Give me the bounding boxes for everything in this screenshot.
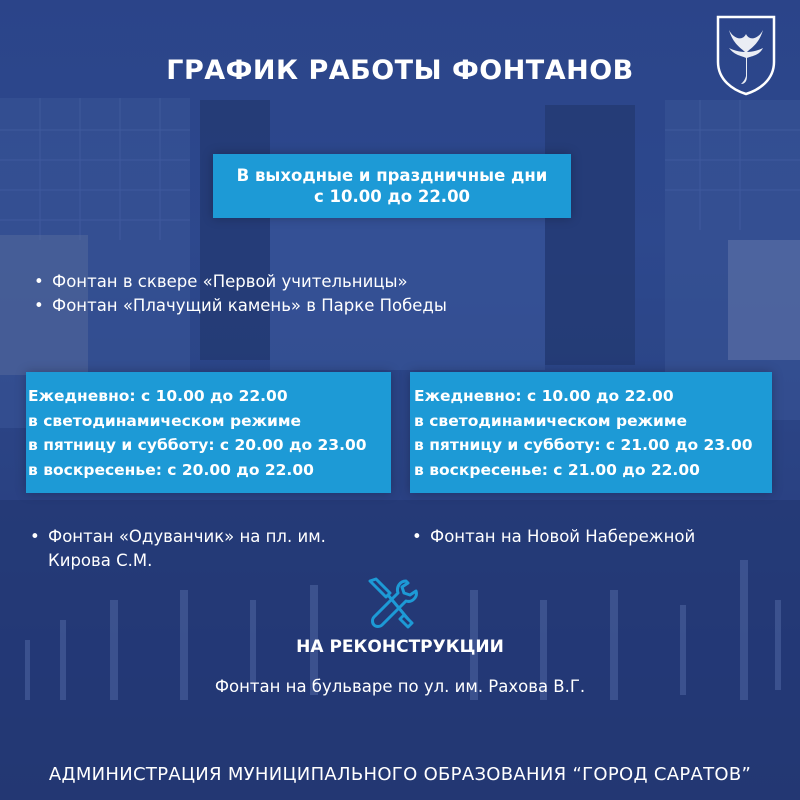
daily-schedule-box-left [26,372,391,493]
fountain-list-right [410,525,695,549]
list-item: • Фонтан на Новой Набережной [410,525,695,549]
reconstruction-title: НА РЕКОНСТРУКЦИИ [296,637,504,657]
fountain-list-left [28,525,388,573]
reconstruction-fountain: Фонтан на бульваре по ул. им. Рахова В.Г. [214,677,586,696]
schedule-line: в пятницу и субботу: с 20.00 до 23.00 [28,436,367,454]
list-item: • Фонтан «Плачущий камень» в Парке Победы [32,294,447,318]
schedule-line: в воскресенье: с 20.00 до 22.00 [28,460,314,479]
weekend-fountain-list [32,270,447,318]
schedule-line: в воскресенье: с 21.00 до 22.00 [414,460,700,479]
tools-icon [362,575,418,631]
list-item: • Фонтан «Одуванчик» на пл. им. Кирова С.М. [28,525,388,573]
saratov-emblem-icon [715,14,777,96]
page-title: ГРАФИК РАБОТЫ ФОНТАНОВ [166,55,634,86]
schedule-line: в светодинамическом режиме [28,411,302,430]
weekend-schedule-box [213,154,571,218]
weekend-schedule-hours: с 10.00 до 22.00 [313,187,471,206]
daily-schedule-box-right [410,372,772,493]
schedule-line: в пятницу и субботу: с 21.00 до 23.00 [414,436,753,454]
list-item: • Фонтан в сквере «Первой учительницы» [32,270,447,294]
schedule-line: Ежедневно: с 10.00 до 22.00 [28,387,288,405]
weekend-schedule-line: В выходные и праздничные дни [236,166,548,185]
schedule-line: Ежедневно: с 10.00 до 22.00 [414,387,674,405]
schedule-line: в светодинамическом режиме [414,411,688,430]
footer-administration: АДМИНИСТРАЦИЯ МУНИЦИПАЛЬНОГО ОБРАЗОВАНИЯ “ГОРОД САРАТОВ” [48,764,752,785]
